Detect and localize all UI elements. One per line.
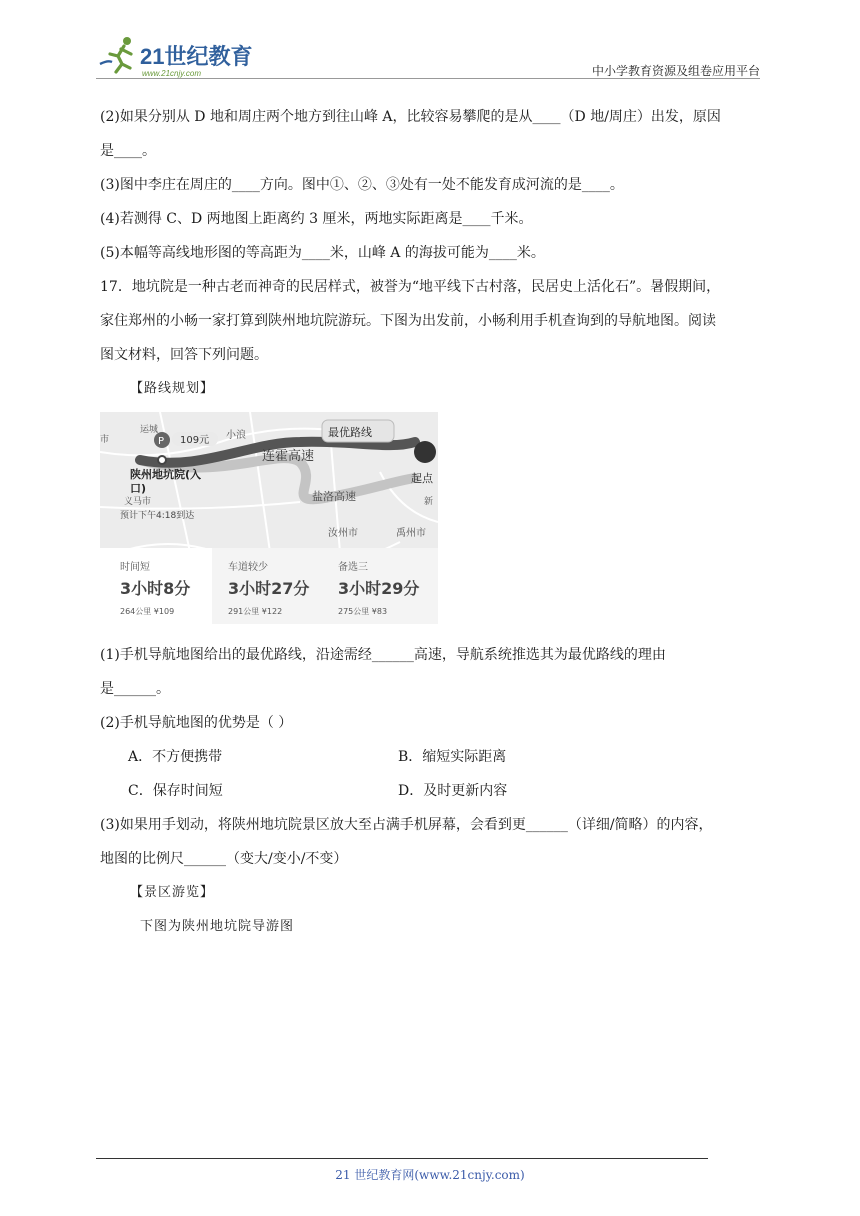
q17-intro-line1: 17．地坑院是一种古老而神奇的民居样式，被誉为“地平线下古村落，民居史上活化石”。暑假期间， xyxy=(100,279,721,295)
map-eta-label: 预计下午4:18到达 xyxy=(120,511,195,521)
route2-detail: 291公里 ¥122 xyxy=(228,607,283,616)
map-highway1-label: 连霍高速 xyxy=(262,449,315,464)
map-label-yuzhou: 禹州市 xyxy=(396,528,426,539)
option-b: B．缩短实际距离 xyxy=(398,749,507,765)
q16-part2-line2: 是____。 xyxy=(100,143,156,159)
map-highway2-label: 盐洛高速 xyxy=(312,490,356,503)
route1-time: 3小时8分 xyxy=(120,579,191,598)
q17-part2-options xyxy=(100,740,762,808)
map-best-route-label: 最优路线 xyxy=(328,426,372,439)
document-body xyxy=(100,100,762,944)
map-label-yuncheng: 运城 xyxy=(140,425,159,435)
q17-part3-line2: 地图的比例尺______（变大/变小/不变） xyxy=(100,851,348,867)
map-label-ru: 汝州市 xyxy=(328,528,358,539)
route3-detail: 275公里 ¥83 xyxy=(338,607,388,616)
page-header xyxy=(96,28,760,80)
route2-tag: 车道较少 xyxy=(228,562,268,573)
map-start-label: 起点 xyxy=(411,472,433,485)
runner-icon xyxy=(100,37,131,72)
option-c: C．保存时间短 xyxy=(128,783,223,799)
map-price-label: 109元 xyxy=(180,435,210,446)
header-platform-text: 中小学教育资源及组卷应用平台 xyxy=(591,64,760,78)
map-label-xiaolang: 小浪 xyxy=(226,430,246,441)
tour-map-caption: 下图为陕州地坑院导游图 xyxy=(140,919,295,934)
section-scenic-tour: 【景区游览】 xyxy=(130,885,215,900)
option-a: A．不方便携带 xyxy=(128,749,223,765)
logo-text: 21世纪教育 xyxy=(140,44,253,69)
q17-part1-line2: 是______。 xyxy=(100,681,170,697)
map-dest-label: 陕州地坑院(入 xyxy=(130,468,202,481)
header-divider xyxy=(96,78,760,79)
q16-part5: (5)本幅等高线地形图的等高距为____米，山峰 A 的海拔可能为____米。 xyxy=(100,245,545,261)
map-label-yima: 义马市 xyxy=(124,497,152,507)
route1-tag: 时间短 xyxy=(120,562,150,573)
q16-part4: (4)若测得 C、D 两地图上距离约 3 厘米，两地实际距离是____千米。 xyxy=(100,211,533,227)
q17-intro-line3: 图文材料，回答下列问题。 xyxy=(100,347,268,363)
map-label-xin: 新 xyxy=(424,497,434,507)
q16-part2-line1: (2)如果分别从 D 地和周庄两个地方到往山峰 A，比较容易攀爬的是从____（D 地/周庄）出发，原因 xyxy=(100,109,721,125)
option-d: D．及时更新内容 xyxy=(398,783,508,799)
navigation-map-svg xyxy=(100,412,438,624)
q17-part1-line1: (1)手机导航地图给出的最优路线，沿途需经______高速，导航系统推选其为最优路线的理由 xyxy=(100,647,666,663)
route1-detail: 264公里 ¥109 xyxy=(120,607,175,616)
footer-link[interactable]: 21 世纪教育网(www.21cnjy.com) xyxy=(335,1168,525,1182)
svg-text:P: P xyxy=(158,436,165,447)
q17-part2: (2)手机导航地图的优势是（ ） xyxy=(100,715,293,731)
section-route-planning: 【路线规划】 xyxy=(130,381,215,396)
q16-part3: (3)图中李庄在周庄的____方向。图中①、②、③处有一处不能发育成河流的是____。 xyxy=(100,177,624,193)
start-marker-icon xyxy=(414,441,436,463)
logo-url: www.21cnjy.com xyxy=(142,69,201,78)
q17-part3-line1: (3)如果用手划动，将陕州地坑院景区放大至占满手机屏幕，会看到更______（详细/简略）的内容， xyxy=(100,817,713,833)
route2-time: 3小时27分 xyxy=(228,579,310,598)
route3-tag: 备选三 xyxy=(338,562,368,573)
footer-divider xyxy=(96,1158,708,1159)
map-dest-label-2: 口) xyxy=(130,482,147,495)
site-logo xyxy=(96,34,266,78)
q17-intro-line2: 家住郑州的小畅一家打算到陕州地坑院游玩。下图为出发前，小畅利用手机查询到的导航地图。阅读 xyxy=(100,313,716,329)
navigation-map xyxy=(100,412,438,624)
route3-time: 3小时29分 xyxy=(338,579,420,598)
map-label-left-edge: 市 xyxy=(100,435,110,445)
